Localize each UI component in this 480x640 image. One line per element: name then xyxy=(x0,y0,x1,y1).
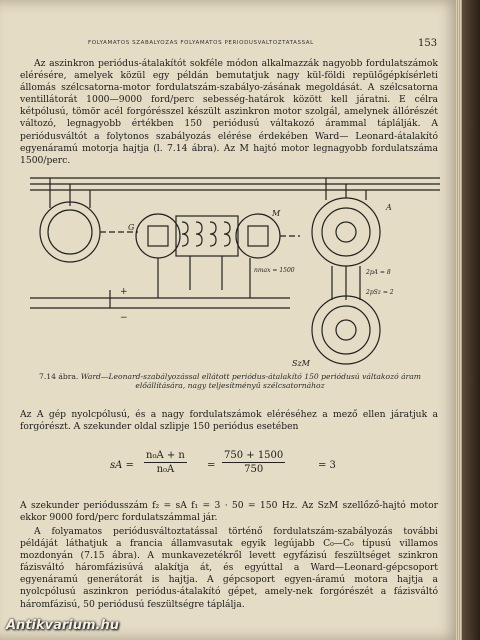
label-SzM: SzM xyxy=(292,359,310,368)
paragraph-frequency: A szekunder periódusszám f₂ = sA f₁ = 3 · 50 = 150 Hz. Az SzM szellőző-hajtó motor ekkor 9000 ford/perc fordulatszámmal jár. xyxy=(20,500,438,524)
paragraph-intro: Az aszinkron periódus-átalakítót sokféle módon alkalmazzák nagyobb fordulatszámok elérésére, amelyek közül egy példán bemutatjuk nagy kül-földi repülőgépkísérleti állomás szélcsatorna-motor fordulatszám-szabályo-zásának megoldását. A szélcsatorna ventillátorát 1000—9000 ford/perc sebesség-határok között kell járatni. E célra kétpólusú, tömör acél forgórésszel készült aszinkron motor szolgál, amelynek állórészét változó, legnagyobb értékben 150 periódusú váltakozó árammal táplálják. A periódusváltót a folytonos szabályozás elérése érdekében Ward— Leonard-átalakító egyenáramú motorja hajtja (l. 7.14 ábra). Az M hajtó motor legnagyobb fordulatszáma 1500/perc. xyxy=(20,58,438,166)
page-number: 153 xyxy=(418,38,438,49)
formula-den-2: 750 xyxy=(244,464,264,475)
label-2pA: 2pA = 8 xyxy=(366,269,391,276)
formula-den-1: n₀A xyxy=(156,464,175,475)
formula-num-1: n₀A + n xyxy=(146,450,185,461)
paragraph-locomotive: A folyamatos periódusváltoztatással történő fordulatszám-szabályozás további példáját láthatjuk a francia államvasutak egyik legújabb C₀—C₀ típusú villamos mozdonyán (7.15 ábra). A munkavezetékről levett egyfázisú feszültséget szinkron fázisváltó háromfázisúvá alakítja át, és egyúttal a Ward—Leonard-gépcsoport egyenáramú generátorát is hajtja. A gépcsoport egyen-áramú motora hajtja a nyolcpólusú aszinkron periódus-átalakító gépet, amely-nek forgórészét a fázisváltó háromfázisú, 50 periódusú feszültségre táplálja. xyxy=(20,526,438,610)
circuit-diagram-figure xyxy=(10,170,450,370)
formula-fraction-1 xyxy=(144,450,187,475)
label-A: A xyxy=(386,203,392,212)
caption-text: Ward—Leonard-szabályozással ellátott periódus-átalakító 150 periódusú váltakozó áram előállítására, nagy teljesítményű szélcsatornához xyxy=(80,372,421,391)
book-spine xyxy=(462,0,480,640)
formula-fraction-2 xyxy=(222,450,285,475)
paragraph-slip: Az A gép nyolcpólusú, és a nagy fordulatszámok eléréséhez a mező ellen járatjuk a forgórészt. A szekunder oldal szlipje 150 periódus esetében xyxy=(20,409,438,433)
label-2pSz: 2pSz = 2 xyxy=(366,289,394,296)
label-G: G xyxy=(128,223,135,232)
label-nmax: nmax = 1500 xyxy=(254,267,295,274)
figure-caption xyxy=(30,372,430,391)
slip-formula xyxy=(110,446,410,490)
label-plus: + xyxy=(120,287,128,297)
formula-equals-1: = xyxy=(207,460,216,471)
formula-equals-2: = 3 xyxy=(318,460,336,471)
formula-num-2: 750 + 1500 xyxy=(224,450,284,461)
running-header: FOLYAMATOS SZABÁLYOZÁS FOLYAMATOS PERIÓDUSVÁLTOZTATÁSSAL xyxy=(88,40,314,46)
caption-number: 7.14 ábra. xyxy=(39,372,79,381)
watermark-text: Antikvarium.hu xyxy=(6,618,119,633)
label-minus: − xyxy=(120,313,128,323)
label-M: M xyxy=(272,209,281,218)
formula-lhs: sA = xyxy=(110,460,134,471)
